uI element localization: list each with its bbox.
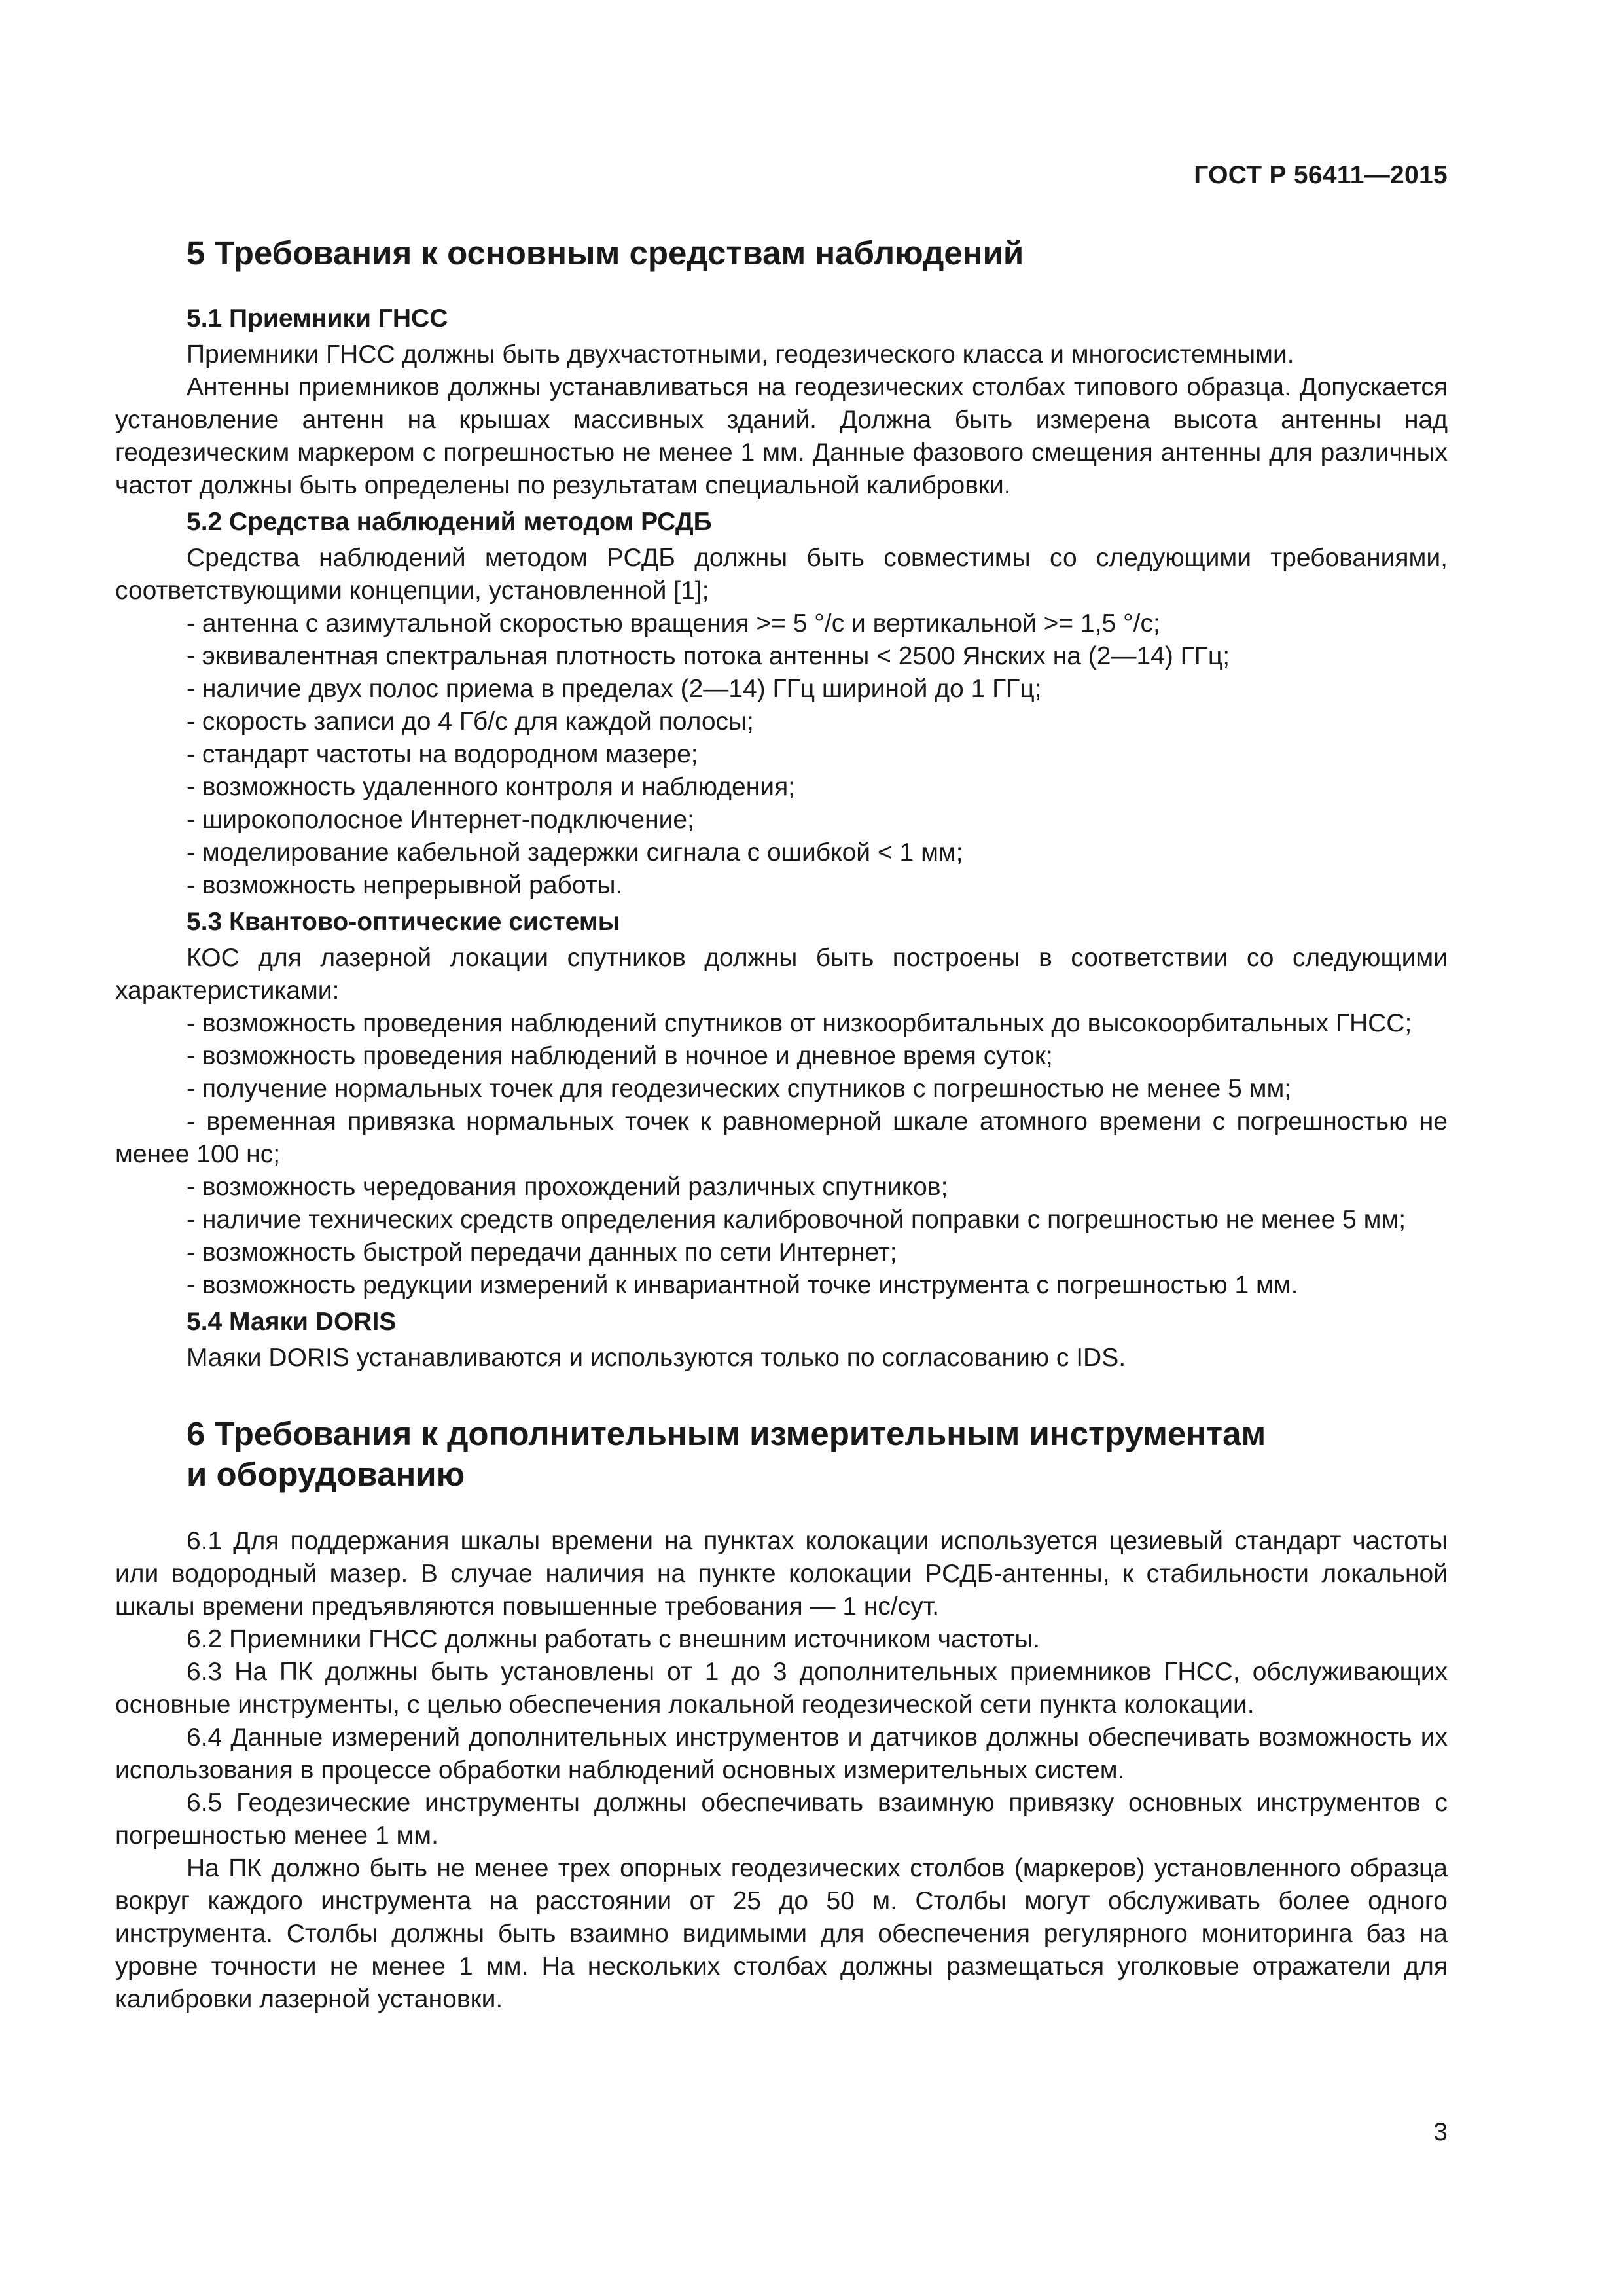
list-item: - возможность проведения наблюдений в ночное и дневное время суток; (187, 1042, 1053, 1070)
document-id-header: ГОСТ Р 56411—2015 (1194, 161, 1448, 189)
paragraph: Приемники ГНСС должны быть двухчастотными, геодезического класса и многосистемными. (187, 340, 1294, 368)
list-item: - возможность редукции измерений к инвариантной точке инструмента с погрешностью 1 мм. (187, 1271, 1298, 1299)
subsection-5-1-heading: 5.1 Приемники ГНСС (187, 304, 448, 332)
paragraph: На ПК должно быть не менее трех опорных геодезических столбов (маркеров) установленного образца вокруг каждого инструмента на расстоянии от 25 до 50 м. Столбы могут обслуживать более одного инструмента. Столбы должны быть взаимно видимыми для обеспечения регулярного мониторинга баз на уровне точности не менее 1 мм. На нескольких столбах должны размещаться уголковые отражатели для калибровки лазерной установки. (115, 1854, 1448, 2013)
section-6-heading-line-2: и оборудованию (187, 1456, 465, 1493)
page-number: 3 (1433, 2118, 1448, 2146)
list-item: - наличие двух полос приема в пределах (2—14) ГГц шириной до 1 ГГц; (187, 675, 1042, 703)
list-item: - возможность удаленного контроля и наблюдения; (187, 773, 796, 801)
paragraph: 6.4 Данные измерений дополнительных инструментов и датчиков должны обеспечивать возможность их использования в процессе обработки наблюдений основных измерительных систем. (115, 1723, 1448, 1784)
list-item: - возможность проведения наблюдений спутников от низкоорбитальных до высокоорбитальных ГНСС; (187, 1009, 1412, 1037)
paragraph: КОС для лазерной локации спутников должны быть построены в соответствии со следующими характеристиками: (115, 944, 1448, 1005)
list-item: - широкополосное Интернет-подключение; (187, 806, 694, 834)
paragraph: Маяки DORIS устанавливаются и используются только по согласованию с IDS. (187, 1344, 1126, 1372)
list-item: - эквивалентная спектральная плотность потока антенны < 2500 Янских на (2—14) ГГц; (187, 642, 1230, 670)
list-item: - возможность быстрой передачи данных по сети Интернет; (187, 1238, 897, 1266)
list-item: - наличие технических средств определения калибровочной поправки с погрешностью не менее 5 мм; (187, 1206, 1406, 1234)
section-6-heading (187, 1414, 1448, 1495)
subsection-5-2-heading: 5.2 Средства наблюдений методом РСДБ (187, 508, 712, 536)
section-6-heading-line-1: 6 Требования к дополнительным измерительным инструментам (187, 1415, 1266, 1452)
list-item: - скорость записи до 4 Гб/с для каждой полосы; (187, 708, 754, 736)
paragraph: Антенны приемников должны устанавливаться на геодезических столбах типового образца. Допускается установление антенн на крышах массивных зданий. Должна быть измерена высота антенны над геодезическим маркером с погрешностью не менее 1 мм. Данные фазового смещения антенны для различных частот должны быть определены по результатам специальной калибровки. (115, 373, 1448, 499)
subsection-5-4-heading: 5.4 Маяки DORIS (187, 1308, 397, 1336)
list-item: - возможность чередования прохождений различных спутников; (187, 1173, 948, 1201)
subsection-5-3-heading: 5.3 Квантово-оптические системы (187, 908, 620, 936)
section-5-heading: 5 Требования к основным средствам наблюдений (187, 234, 1024, 272)
paragraph: 6.2 Приемники ГНСС должны работать с внешним источником частоты. (187, 1625, 1041, 1653)
paragraph: Средства наблюдений методом РСДБ должны быть совместимы со следующими требованиями, соответствующими концепции, установленной [1]; (115, 544, 1448, 605)
list-item: - стандарт частоты на водородном мазере; (187, 740, 698, 768)
list-item: - возможность непрерывной работы. (187, 871, 623, 899)
list-item: - антенна с азимутальной скоростью вращения >= 5 °/с и вертикальной >= 1,5 °/с; (187, 609, 1160, 637)
list-item: - моделирование кабельной задержки сигнала с ошибкой < 1 мм; (187, 838, 963, 867)
list-item: - временная привязка нормальных точек к равномерной шкале атомного времени с погрешностью не менее 100 нс; (115, 1107, 1448, 1168)
paragraph: 6.1 Для поддержания шкалы времени на пунктах колокации используется цезиевый стандарт частоты или водородный мазер. В случае наличия на пункте колокации РСДБ-антенны, к стабильности локальной шкалы времени предъявляются повышенные требования — 1 нс/сут. (115, 1527, 1448, 1621)
list-item: - получение нормальных точек для геодезических спутников с погрешностью не менее 5 мм; (187, 1075, 1292, 1103)
paragraph: 6.3 На ПК должны быть установлены от 1 до 3 дополнительных приемников ГНСС, обслуживающих основные инструменты, с целью обеспечения локальной геодезической сети пункта колокации. (115, 1658, 1448, 1719)
page-content (115, 223, 1448, 2016)
paragraph: 6.5 Геодезические инструменты должны обеспечивать взаимную привязку основных инструментов с погрешностью менее 1 мм. (115, 1789, 1448, 1850)
